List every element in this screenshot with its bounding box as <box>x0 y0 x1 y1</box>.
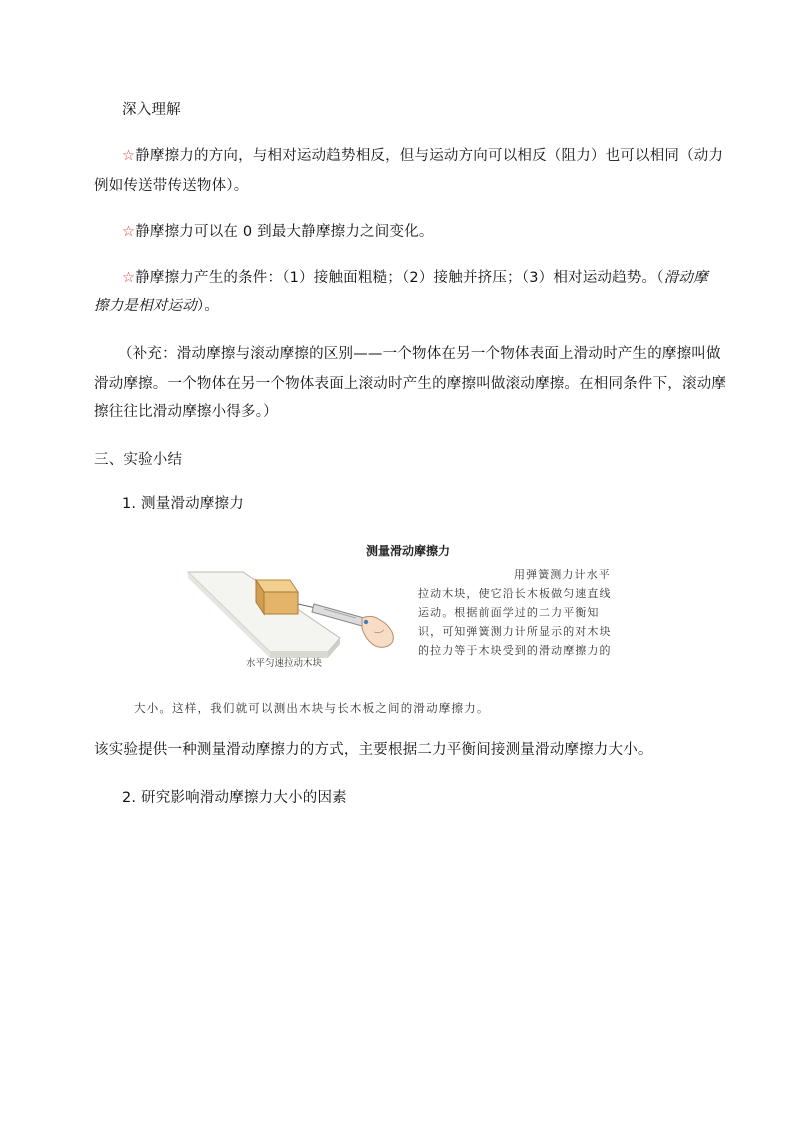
star-icon: ☆ <box>122 148 136 164</box>
supplement-line-2: 滑动摩擦。一个物体在另一个物体表面上滚动时产生的摩擦叫做滚动摩擦。在相同条件下，滚动摩 <box>94 376 727 392</box>
heading-deep-understanding: 深入理解 <box>122 102 181 118</box>
figure-caption: 水平匀速拉动木块 <box>246 658 323 669</box>
item-factors-sliding-friction: 2. 研究影响滑动摩擦力大小的因素 <box>122 790 347 806</box>
paragraph-static-friction-conditions: ☆静摩擦力产生的条件：（1）接触面粗糙；（2）接触并挤压；（3）相对运动趋势。（滑动摩 <box>122 270 708 286</box>
paragraph-static-friction-direction-cont: 例如传送带传送物体）。 <box>94 178 249 194</box>
figure-text-line: 识，可知弹簧测力计所显示的对木块 <box>418 625 612 638</box>
figure-title: 测量滑动摩擦力 <box>366 544 451 558</box>
figure-text-line: 运动。根据前面学过的二力平衡知 <box>418 606 600 619</box>
experiment-conclusion: 该实验提供一种测量滑动摩擦力的方式，主要根据二力平衡间接测量滑动摩擦力大小。 <box>94 742 653 758</box>
figure-text-line: 的拉力等于木块受到的滑动摩擦力的 <box>418 644 612 657</box>
figure-text-line: 拉动木块，使它沿长木板做匀速直线 <box>418 587 612 600</box>
paragraph-static-friction-conditions-cont: 擦力是相对运动）。 <box>94 298 220 314</box>
paragraph-static-friction-range: ☆静摩擦力可以在 0 到最大静摩擦力之间变化。 <box>122 224 434 240</box>
star-icon: ☆ <box>122 224 136 240</box>
item-measure-sliding-friction: 1. 测量滑动摩擦力 <box>122 496 244 512</box>
paragraph-static-friction-direction: ☆静摩擦力的方向，与相对运动趋势相反，但与运动方向可以相反（阻力）也可以相同（动力 <box>122 148 724 164</box>
textbook-figure <box>134 538 624 723</box>
figure-text-line: 用弹簧测力计水平 <box>514 568 611 581</box>
supplement-line-3: 擦往往比滑动摩擦小得多。） <box>94 404 278 420</box>
star-icon: ☆ <box>122 270 136 286</box>
section-heading-experiment-summary: 三、实验小结 <box>94 452 183 468</box>
figure-bottom-line: 大小。这样，我们就可以测出木块与长木板之间的滑动摩擦力。 <box>134 701 490 715</box>
supplement-line-1: （补充：滑动摩擦与滚动摩擦的区别——一个物体在另一个物体表面上滑动时产生的摩擦叫做 <box>118 346 721 362</box>
